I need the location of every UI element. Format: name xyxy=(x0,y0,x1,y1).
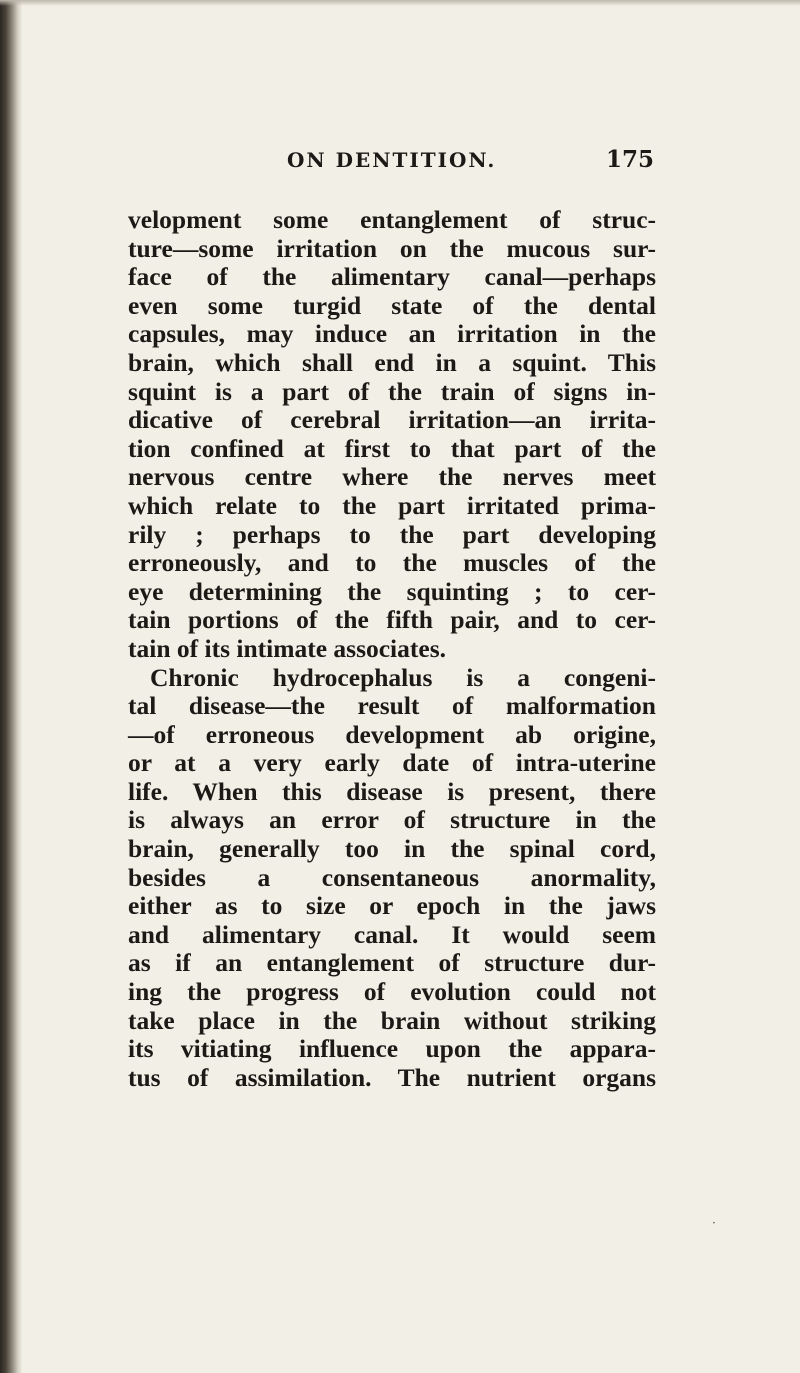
text-line: tain portions of the fifth pair, and to cer- xyxy=(128,605,656,635)
text-line: brain, generally too in the spinal cord, xyxy=(128,834,656,864)
text-line: Chronic hydrocephalus is a congeni- xyxy=(150,662,656,692)
text-line: ing the progress of evolution could not xyxy=(128,977,656,1007)
text-line: ture—some irritation on the mucous sur- xyxy=(128,233,656,263)
text-line: either as to size or epoch in the jaws xyxy=(128,891,656,921)
text-line: is always an error of structure in the xyxy=(128,805,656,835)
text-line: face of the alimentary canal—perhaps xyxy=(128,262,656,292)
text-line: or at a very early date of intra-uterine xyxy=(128,748,656,778)
text-line: besides a consentaneous anormality, xyxy=(128,862,656,892)
text-line: which relate to the part irritated prima- xyxy=(128,490,656,520)
text-line: dicative of cerebral irritation—an irrita- xyxy=(128,405,656,435)
binding-gutter xyxy=(0,0,22,1373)
text-line: even some turgid state of the dental xyxy=(128,290,656,320)
text-line: brain, which shall end in a squint. This xyxy=(128,347,656,377)
text-line: take place in the brain without striking xyxy=(128,1005,656,1035)
running-head xyxy=(128,148,654,178)
text-line: rily ; perhaps to the part developing xyxy=(128,519,656,549)
text-line: nervous centre where the nerves meet xyxy=(128,462,656,492)
text-line: velopment some entanglement of struc- xyxy=(128,205,656,234)
text-line: life. When this disease is present, there xyxy=(128,776,656,806)
text-line: as if an entanglement of structure dur- xyxy=(128,948,656,978)
text-line: —of erroneous development ab origine, xyxy=(128,719,656,749)
page-top-shadow xyxy=(0,0,800,6)
running-head-title: ON DENTITION. xyxy=(287,148,497,172)
ink-speck: · xyxy=(712,1216,716,1230)
page-number: 175 xyxy=(605,146,654,173)
body-text xyxy=(128,206,656,1092)
text-line: tal disease—the result of malformation xyxy=(128,691,656,721)
text-line: squint is a part of the train of signs in- xyxy=(128,376,656,406)
text-line: capsules, may induce an irritation in the xyxy=(128,319,656,349)
text-line: tus of assimilation. The nutrient organs xyxy=(128,1062,656,1092)
text-line: its vitiating influence upon the appara- xyxy=(128,1034,656,1064)
text-line: and alimentary canal. It would seem xyxy=(128,919,656,949)
text-line: tion confined at first to that part of the xyxy=(128,433,656,463)
text-line: erroneously, and to the muscles of the xyxy=(128,548,656,578)
text-line: eye determining the squinting ; to cer- xyxy=(128,576,656,606)
text-line: tain of its intimate associates. xyxy=(128,633,447,663)
